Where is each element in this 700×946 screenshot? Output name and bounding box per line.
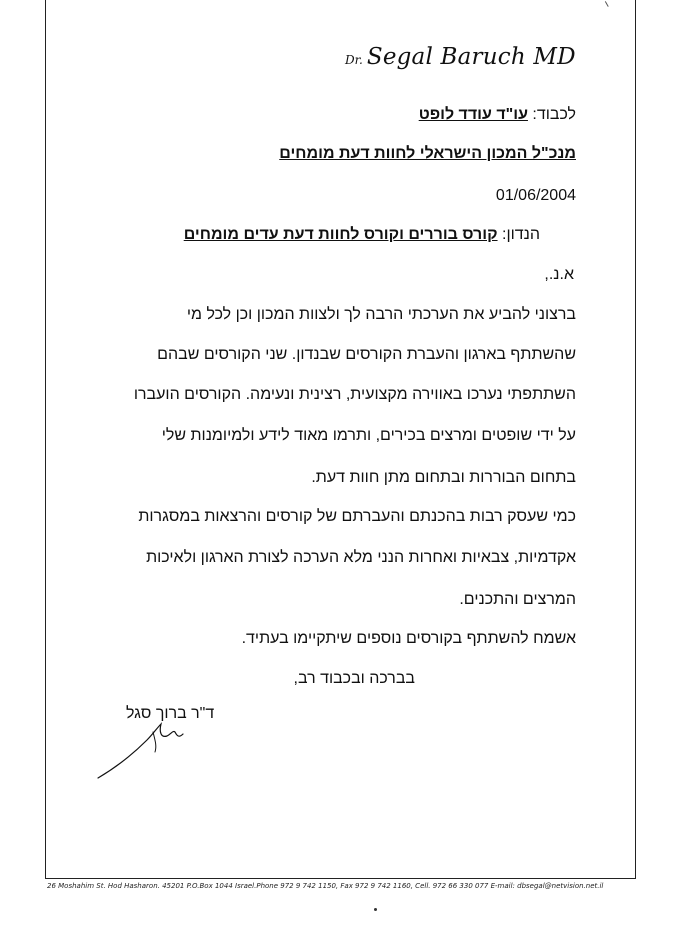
closing: בברכה ובכבוד רב, (293, 670, 415, 687)
recipient-label: לכבוד: (532, 106, 576, 123)
body-line-8: המרצים והתכנים. (459, 591, 576, 608)
page-frame-bottom-border (45, 878, 636, 879)
recipient-line (419, 106, 576, 124)
greeting: א.נ., (544, 266, 574, 283)
body-line-6: כמי שעסק רבות בהכנתם והעברתם של קורסים והרצאות במסגרות (138, 508, 576, 525)
letter-date: 01/06/2004 (495, 187, 576, 204)
subject-label: הנדון: (502, 226, 540, 243)
recipient-name: עו"ד עודד לופט (418, 106, 528, 123)
body-line-1: ברצוני להביע את הערכתי הרבה לך ולצוות המכון וכן לכל מי (186, 306, 576, 323)
body-line-7: אקדמיות, צבאיות ואחרות הנני מלא הערכה לצורת הארגון ולאיכות (146, 549, 576, 566)
letterhead (345, 44, 576, 70)
page-frame-right-border (635, 0, 636, 878)
body-line-9: אשמח להשתתף בקורסים נוספים שיתקיימו בעתיד. (241, 630, 576, 647)
handwritten-signature (95, 718, 205, 782)
body-line-4: על ידי שופטים ומרצים בכירים, ותרמו מאוד לידע ולמיומנות שלי (161, 427, 576, 444)
letterhead-footer: 26 Moshahim St. Hod Hasharon. 45201 P.O.Box 1044 Israel.Phone 972 9 742 1150, Fax 972 9 742 1160, Cell. 972 66 330 077 E-mail: dbsegal@netvision.net.il (47, 882, 604, 890)
body-line-2: שהשתתף בארגון והעברת הקורסים שבנדון. שני הקורסים שבהם (157, 346, 576, 363)
subject-text: קורס בוררים וקורס לחוות דעת עדים מומחים (183, 226, 498, 243)
subject-line (184, 226, 540, 244)
signer-name: ד"ר ברוך סגל (126, 705, 215, 722)
page-frame-left-border (45, 0, 46, 878)
scan-dot (374, 908, 377, 911)
letterhead-name: Segal Baruch MD (366, 44, 576, 70)
scan-mark (605, 0, 612, 7)
letterhead-prefix: Dr. (345, 53, 363, 67)
recipient-title: מנכ"ל המכון הישראלי לחוות דעת מומחים (279, 145, 576, 162)
body-line-3: השתתפתי נערכו באווירה מקצועית, רצינית ונעימה. הקורסים הועברו (133, 386, 576, 403)
body-line-5: בתחום הבוררות ובתחום מתן חוות דעת. (311, 469, 576, 486)
